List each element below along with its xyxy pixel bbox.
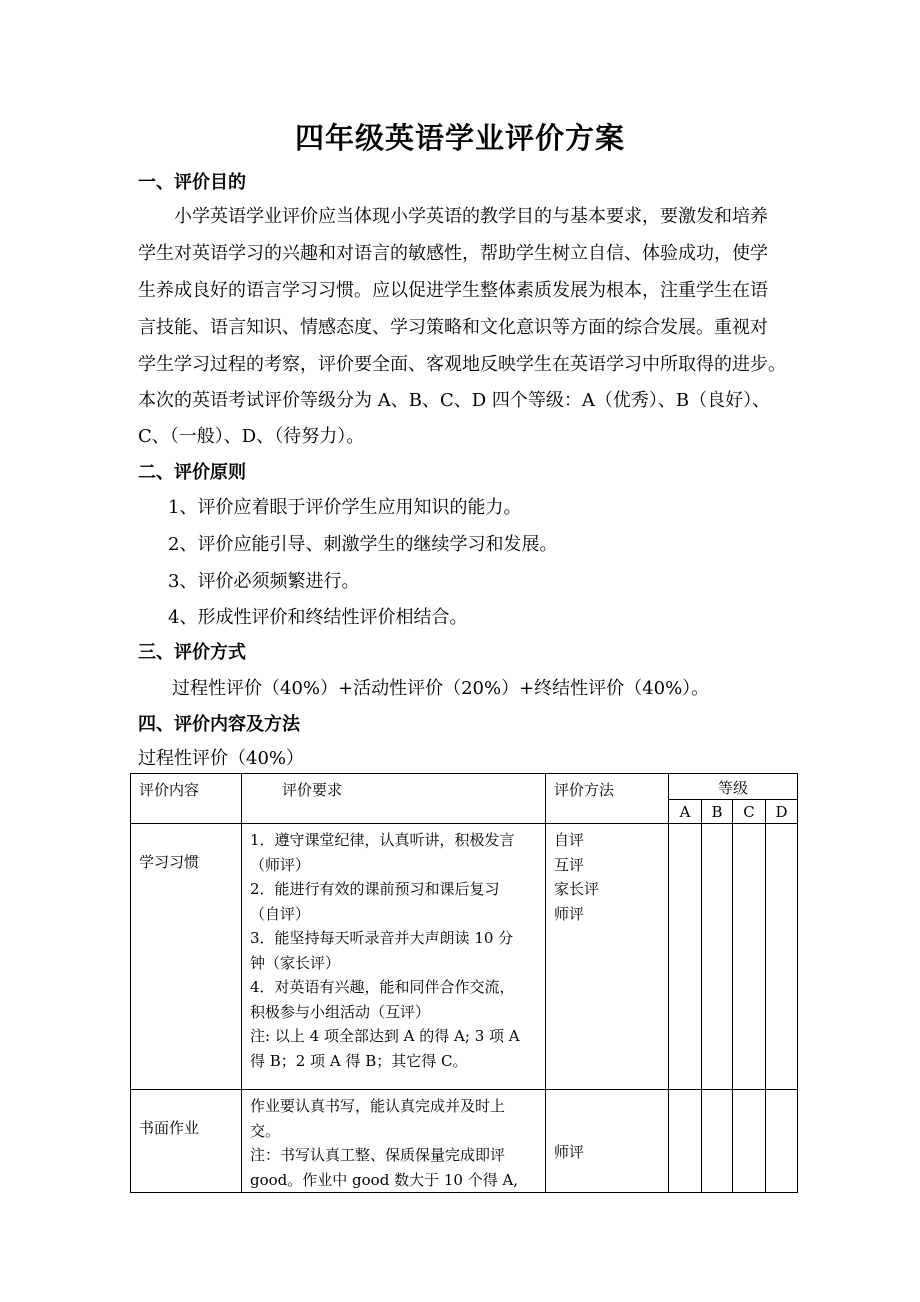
grade-d-cell[interactable] xyxy=(766,1090,798,1193)
row-method-cell xyxy=(546,824,669,1090)
requirement-line: 作业要认真书写，能认真完成并及时上 xyxy=(250,1097,506,1115)
row-method-cell xyxy=(546,1090,669,1193)
grade-b-header: B xyxy=(702,800,733,824)
requirement-line: 钟（家长评） xyxy=(250,953,341,972)
section-1-line: C、（一般）、D、（待努力）。 xyxy=(138,426,365,447)
section-1-line: 学生学习过程的考察，评价要全面、客观地反映学生在英语学习中所取得的进步。 xyxy=(138,354,786,375)
section-1-line: 小学英语学业评价应当体现小学英语的教学目的与基本要求，要激发和培养 xyxy=(174,206,768,227)
row-content-cell xyxy=(131,1090,242,1193)
method-item: 师评 xyxy=(554,1143,585,1161)
section-1-heading: 一、评价目的 xyxy=(138,172,246,193)
section-1-line: 学生对英语学习的兴趣和对语言的敏感性，帮助学生树立自信、体验成功，使学 xyxy=(138,243,768,264)
grade-a-header: A xyxy=(669,800,702,824)
grade-b-cell[interactable] xyxy=(702,1090,733,1193)
requirement-line: 注: 以上 4 项全部达到 A 的得 A; 3 项 A xyxy=(250,1027,520,1045)
requirement-line: 4．对英语有兴趣，能和同伴合作交流， xyxy=(250,978,515,996)
grade-d-cell[interactable] xyxy=(766,824,798,1090)
method-item: 家长评 xyxy=(554,880,600,898)
evaluation-formula: 过程性评价（40%）+活动性评价（20%）+终结性评价（40%）。 xyxy=(172,678,710,699)
row-requirement-cell xyxy=(242,824,546,1090)
section-1-line: 言技能、语言知识、情感态度、学习策略和文化意识等方面的综合发展。重视对 xyxy=(138,317,768,338)
method-item: 互评 xyxy=(554,855,585,874)
table-caption: 过程性评价（40%） xyxy=(138,748,305,769)
document-title: 四年级英语学业评价方案 xyxy=(294,121,625,155)
table-row xyxy=(131,824,798,1090)
requirement-line: 2．能进行有效的课前预习和课后复习 xyxy=(250,880,500,898)
requirement-line: 1．遵守课堂纪律，认真听讲，积极发言 xyxy=(250,831,515,849)
requirement-line: good。作业中 good 数大于 10 个得 A, xyxy=(250,1170,519,1189)
row-content: 书面作业 xyxy=(139,1119,200,1137)
requirement-line: （自评） xyxy=(250,904,311,923)
method-item: 自评 xyxy=(554,831,585,849)
principle-item: 2、评价应能引导、刺激学生的继续学习和发展。 xyxy=(168,534,558,555)
requirement-line: 注：书写认真工整、保质保量完成即评 xyxy=(250,1146,506,1164)
header-grade-label: 等级 xyxy=(717,779,748,797)
section-4-heading: 四、评价内容及方法 xyxy=(138,714,300,735)
principle-item: 1、评价应着眼于评价学生应用知识的能力。 xyxy=(168,497,522,518)
grade-c-cell[interactable] xyxy=(733,1090,766,1193)
section-3-heading: 三、评价方式 xyxy=(138,642,246,663)
header-requirement xyxy=(242,774,546,824)
row-requirement-cell xyxy=(242,1090,546,1193)
header-content-label: 评价内容 xyxy=(139,781,200,799)
requirement-line: 积极参与小组活动（互评） xyxy=(250,1002,431,1021)
row-content-cell xyxy=(131,824,242,1090)
method-item: 师评 xyxy=(554,904,585,923)
requirement-line: 3．能坚持每天听录音并大声朗读 10 分 xyxy=(250,929,514,947)
grade-d-header: D xyxy=(766,800,798,824)
row-content: 学习习惯 xyxy=(139,853,200,871)
principle-item: 3、评价必须频繁进行。 xyxy=(168,571,360,592)
grade-b-cell[interactable] xyxy=(702,824,733,1090)
table-row xyxy=(131,1090,798,1193)
header-content xyxy=(131,774,242,824)
grade-c-cell[interactable] xyxy=(733,824,766,1090)
header-method-label: 评价方法 xyxy=(554,781,615,799)
section-1-line: 生养成良好的语言学习习惯。应以促进学生整体素质发展为根本，注重学生在语 xyxy=(138,280,768,301)
section-1-line: 本次的英语考试评价等级分为 A、B、C、D 四个等级：A（优秀）、B（良好）、 xyxy=(138,390,771,411)
principle-item: 4、形成性评价和终结性评价相结合。 xyxy=(168,607,468,628)
section-2-heading: 二、评价原则 xyxy=(138,462,246,483)
grade-a-cell[interactable] xyxy=(669,824,702,1090)
requirement-line: 交。 xyxy=(250,1121,281,1140)
grade-a-cell[interactable] xyxy=(669,1090,702,1193)
header-grade xyxy=(669,774,798,800)
requirement-line: 得 B；2 项 A 得 B；其它得 C。 xyxy=(250,1051,468,1070)
requirement-line: （师评） xyxy=(250,855,311,874)
evaluation-table xyxy=(130,773,798,1193)
grade-c-header: C xyxy=(733,800,766,824)
header-method xyxy=(546,774,669,824)
header-requirement-label: 评价要求 xyxy=(282,781,343,799)
